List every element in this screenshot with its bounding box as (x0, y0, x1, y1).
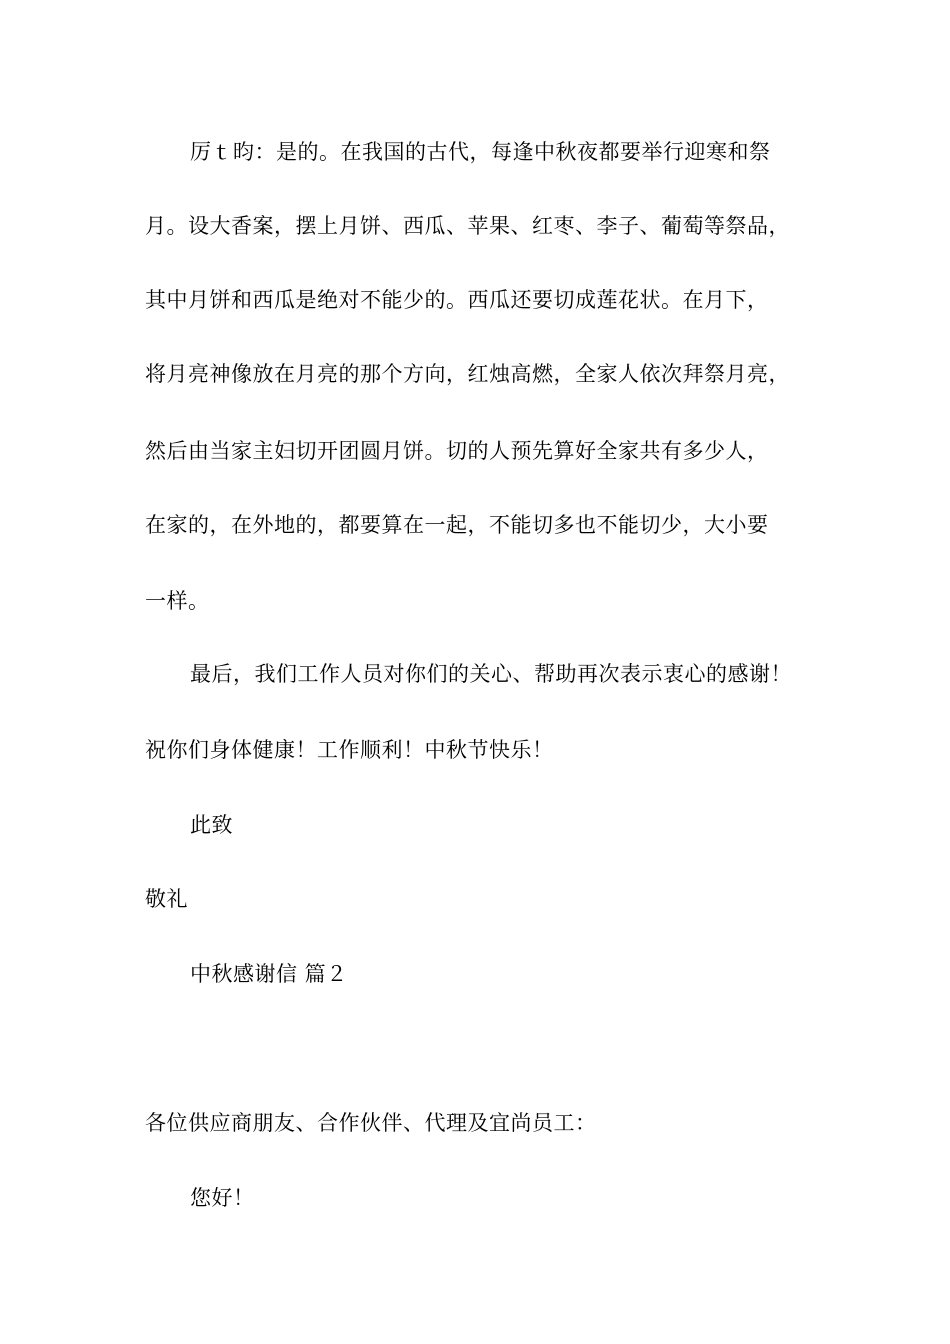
greeting-line: 您好！ (190, 1186, 255, 1210)
closing-cizhi: 此致 (190, 813, 233, 837)
salutation-line: 各位供应商朋友、合作伙伴、代理及宜尚员工： (145, 1111, 597, 1135)
paragraph-line-2: 月。设大香案，摆上月饼、西瓜、苹果、红枣、李子、葡萄等祭品， (145, 214, 790, 238)
thanks-line-1: 最后，我们工作人员对你们的关心、帮助再次表示衷心的感谢！ (190, 662, 792, 686)
paragraph-line-6: 在家的，在外地的，都要算在一起，不能切多也不能切少，大小要 (145, 513, 769, 537)
closing-jingli: 敬礼 (145, 887, 188, 911)
paragraph-line-3: 其中月饼和西瓜是绝对不能少的。西瓜还要切成莲花状。在月下， (145, 288, 769, 312)
thanks-line-2: 祝你们身体健康！工作顺利！中秋节快乐！ (145, 738, 554, 762)
paragraph-line-5: 然后由当家主妇切开团圆月饼。切的人预先算好全家共有多少人， (145, 439, 769, 463)
paragraph-line-7: 一样。 (145, 589, 210, 613)
section-heading: 中秋感谢信 篇２ (190, 962, 348, 986)
paragraph-line-4: 将月亮神像放在月亮的那个方向，红烛高燃，全家人依次拜祭月亮， (145, 362, 790, 386)
paragraph-line-1: 厉ｔ昀：是的。在我国的古代，每逢中秋夜都要举行迎寒和祭 (190, 140, 771, 164)
